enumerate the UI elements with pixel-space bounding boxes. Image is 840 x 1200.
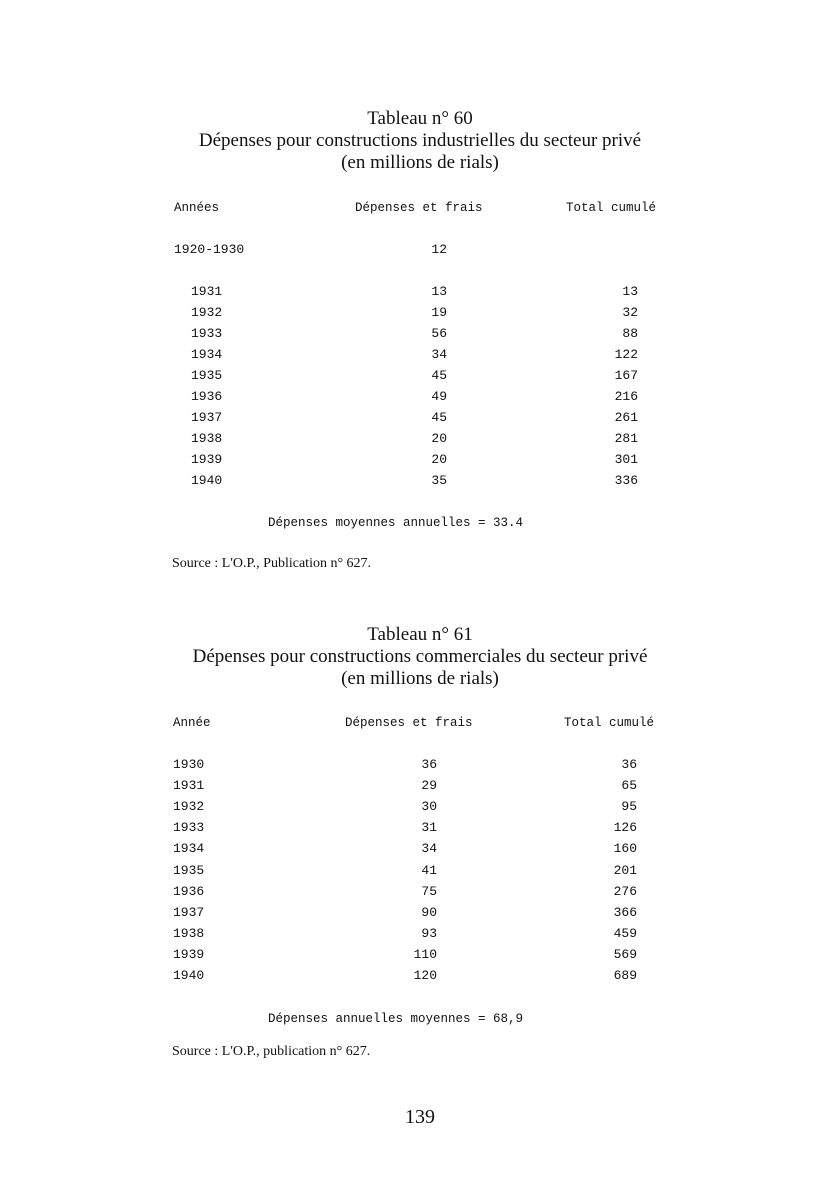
table-row: [0, 841, 840, 861]
table60-unit: (en millions de rials): [341, 152, 499, 173]
table-row: [0, 305, 840, 325]
table60-cell-year: 1931: [191, 284, 223, 299]
table60-cell-year: 1933: [191, 326, 223, 341]
table60-cell-spending: 45: [431, 368, 447, 383]
table60-first-row-spending: 12: [431, 242, 447, 257]
table61-header-year: Année: [173, 716, 211, 730]
table61-header-cumulative: Total cumulé: [564, 716, 655, 730]
table-row: [0, 863, 840, 883]
table60-cell-year: 1934: [191, 347, 223, 362]
table60-cell-spending: 20: [431, 431, 447, 446]
table61-cell-year: 1938: [173, 925, 205, 941]
table60-cell-cumulative: 88: [622, 326, 638, 341]
table61-cell-year: 1934: [173, 841, 205, 857]
table61-unit: (en millions de rials): [341, 668, 499, 689]
table60-cell-year: 1940: [191, 473, 223, 488]
table60-header-year: Années: [174, 201, 220, 215]
table61-cell-year: 1939: [173, 946, 205, 962]
table-row: [0, 926, 840, 946]
table-row: [0, 326, 840, 346]
table60-source: Source : L'O.P., Publication n° 627.: [172, 556, 372, 571]
table61-cell-cumulative: 366: [613, 904, 637, 920]
table61-cell-year: 1932: [173, 799, 205, 815]
table60-first-row: [0, 242, 840, 262]
table61-cell-spending: 34: [421, 841, 437, 857]
table61-cell-spending: 75: [421, 883, 437, 899]
table61-cell-cumulative: 459: [613, 925, 637, 941]
table61-cell-cumulative: 65: [621, 778, 637, 794]
table-row: [0, 410, 840, 430]
table60-cell-cumulative: 336: [614, 473, 638, 488]
table60-title-block: [0, 108, 840, 174]
table60-cell-spending: 13: [431, 284, 447, 299]
table61-source: Source : L'O.P., publication n° 627.: [172, 1044, 371, 1059]
table-row: [0, 452, 840, 472]
table-row: [0, 799, 840, 819]
table60-cell-year: 1935: [191, 368, 223, 383]
table61-cell-spending: 93: [421, 925, 437, 941]
table-row: [0, 284, 840, 304]
table-row: [0, 884, 840, 904]
table61-cell-spending: 31: [421, 820, 437, 836]
table61-average-note: Dépenses annuelles moyennes = 68,9: [268, 1012, 524, 1026]
table60-cell-year: 1937: [191, 410, 223, 425]
table-row: [0, 757, 840, 777]
table60-cell-cumulative: 13: [622, 284, 638, 299]
table61-cell-year: 1940: [173, 968, 205, 983]
table60-cell-cumulative: 301: [614, 452, 638, 467]
table61-header-spending: Dépenses et frais: [345, 716, 473, 730]
table60-cell-spending: 35: [431, 473, 447, 488]
table61-cell-cumulative: 689: [613, 968, 637, 983]
table60-cell-cumulative: 216: [614, 389, 638, 404]
table60-cell-cumulative: 167: [614, 368, 638, 383]
table60-first-row-year: 1920-1930: [174, 242, 245, 257]
table61-caption: Tableau n° 61: [367, 624, 473, 645]
table60-cell-year: 1939: [191, 452, 223, 467]
table61-cell-spending: 36: [421, 757, 437, 772]
table60-cell-spending: 34: [431, 347, 447, 362]
table61-cell-cumulative: 160: [613, 841, 637, 857]
table-row: [0, 947, 840, 967]
table60-header-spending: Dépenses et frais: [355, 201, 483, 215]
table60-cell-cumulative: 281: [614, 431, 638, 446]
table61-title: Dépenses pour constructions commerciales du secteur privé: [192, 646, 648, 667]
table61-cell-cumulative: 126: [613, 820, 637, 836]
table60-cell-spending: 56: [431, 326, 447, 341]
table61-cell-cumulative: 95: [621, 799, 637, 815]
table60-cell-cumulative: 32: [622, 305, 638, 320]
table61-cell-spending: 110: [413, 946, 437, 962]
table-row: [0, 431, 840, 451]
table60-caption: Tableau n° 60: [367, 108, 473, 129]
table60-cell-year: 1938: [191, 431, 223, 446]
table-row: [0, 368, 840, 388]
table61-cell-cumulative: 36: [621, 757, 637, 772]
table61-cell-spending: 90: [421, 904, 437, 920]
table-row: [0, 820, 840, 840]
table61-cell-spending: 120: [413, 968, 437, 983]
table61-cell-spending: 41: [421, 862, 437, 878]
table60-cell-cumulative: 261: [614, 410, 638, 425]
table61-title-block: [0, 624, 840, 690]
table-row: [0, 905, 840, 925]
table60-cell-year: 1932: [191, 305, 223, 320]
table60-cell-cumulative: 122: [614, 347, 638, 362]
table61-cell-cumulative: 276: [613, 883, 637, 899]
table60-cell-spending: 45: [431, 410, 447, 425]
table61-cell-cumulative: 569: [613, 946, 637, 962]
table-row: [0, 347, 840, 367]
table61-cell-year: 1937: [173, 904, 205, 920]
table60-cell-spending: 19: [431, 305, 447, 320]
table60-average-note: Dépenses moyennes annuelles = 33.4: [268, 516, 524, 530]
table61-cell-spending: 30: [421, 799, 437, 815]
page-number: 139: [405, 1106, 435, 1128]
table61-cell-year: 1931: [173, 778, 205, 794]
table-row: [0, 968, 840, 988]
table61-cell-year: 1933: [173, 820, 205, 836]
table61-cell-year: 1936: [173, 883, 205, 899]
table60-cell-spending: 20: [431, 452, 447, 467]
table-row: [0, 473, 840, 493]
table60-header-cumulative: Total cumulé: [566, 201, 657, 215]
table-row: [0, 389, 840, 409]
table61-cell-year: 1930: [173, 757, 205, 772]
table60-cell-year: 1936: [191, 389, 223, 404]
table61-cell-year: 1935: [173, 862, 205, 878]
table60-cell-spending: 49: [431, 389, 447, 404]
table61-cell-cumulative: 201: [613, 862, 637, 878]
table60-title: Dépenses pour constructions industrielles du secteur privé: [198, 130, 642, 151]
table61-cell-spending: 29: [421, 778, 437, 794]
table-row: [0, 778, 840, 798]
